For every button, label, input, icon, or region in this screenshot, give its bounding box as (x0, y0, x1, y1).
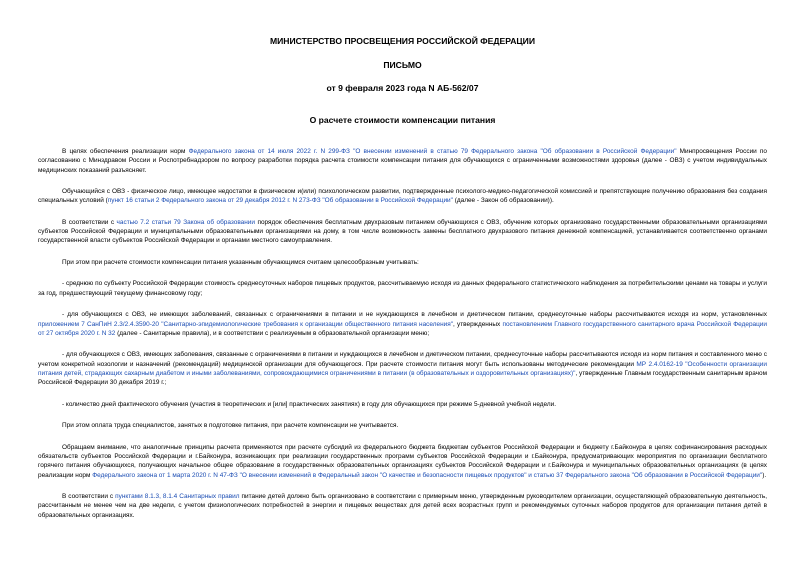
paragraph-text: В соответствии с (62, 493, 116, 500)
paragraph-text: питание детей должно быть организовано в соответствии с примерным меню, утвержденным руководителем организации, осуществляющей образовательную деятельность, рассчитанным не менее чем на две недели, с учетом физиологических потребностей в энергии и пищевых веществах для детей всех возрастных групп и рекомендуемых суточных наборов продуктов для организации питания детей в образовательных организациях. (38, 493, 767, 519)
paragraph-text: - для обучающихся с ОВЗ, имеющих заболевания, связанные с ограничениями в питании и нуждающихся в лечебном и диетическом питании, среднесуточные наборы рассчитываются исходя из норм питания и составленного меню с учетом конкретной нозологии и назначений (рекомендаций) медицинской организации для обучающегося. При расчете стоимости питания могут быть использованы методические рекомендации (38, 351, 767, 368)
link-federal-law-47[interactable]: Федерального закона от 1 марта 2020 г. N 47-ФЗ "О внесении изменений в Федеральный закон "О качестве и безопасности пищевых продуктов" и статью 37 Федерального закона "Об образовании в Российской Федерации" (92, 471, 763, 479)
paragraph-4: При этом при расчете стоимости компенсации питания указанным обучающимся считаем целесообразным учитывать: (62, 258, 419, 266)
document-date-number: от 9 февраля 2023 года N АБ-562/07 (326, 83, 479, 93)
paragraph-text: В соответствии с (62, 218, 117, 226)
paragraph-7 (38, 350, 767, 387)
paragraph-text: ). (762, 471, 767, 479)
link-law-273-article-2[interactable]: пункт 16 статьи 2 Федерального закона от 29 декабря 2012 г. N 273-ФЗ "Об образовании в Российской Федерации" (107, 197, 453, 205)
paragraph-text: - для обучающихся с ОВЗ, не имеющих заболеваний, связанных с ограничениями в питании и не нуждающихся в лечебном и диетическом питании, среднесуточные наборы рассчитываются исходя из норм, установленных (62, 311, 767, 319)
paragraph-text: Минпросвещения России по согласованию с Минздравом России и Роспотребнадзором по вопросу разработки порядка расчета стоимости компенсации питания для обучающихся с ограниченными возможностями здоровья (далее - ОВЗ) с учетом индивидуальных медицинских показаний разъясняет. (38, 148, 767, 174)
link-sanitary-rules-8-1-3[interactable]: пунктами 8.1.3, 8.1.4 Санитарных правил (115, 493, 240, 500)
paragraph-11 (38, 492, 767, 520)
paragraph-text: В целях обеспечения реализации норм (62, 148, 189, 155)
paragraph-text: Обучающийся с ОВЗ - физическое лицо, имеющее недостатки в физическом и(или) психологическом развитии, подтвержденные психолого-медико-педагогической комиссией и препятствующие получению образования без создания специальных условий ( (38, 188, 767, 205)
paragraph-text: (далее - Санитарные правила), и в соответствии с реализуемым в образовательной организации меню; (115, 329, 430, 337)
link-sanpin-appendix-7[interactable]: приложением 7 СанПиН 2.3/2.4.3590-20 "Санитарно-эпидемиологические требования к организации общественного питания населения" (38, 320, 454, 328)
paragraph-5: - среднюю по субъекту Российской Федерации стоимость среднесуточных наборов пищевых продуктов, рассчитываемую исходя из данных федерального статистического наблюдения за потребительскими ценами на товары и услуги за год, предшествующий текущему финансовому году; (38, 280, 767, 297)
link-resolution-32[interactable]: постановлением Главного государственного санитарного врача Российской Федерации от 27 октября 2020 г. N 32 (38, 320, 768, 337)
paragraph-2 (38, 187, 767, 206)
ministry-title: МИНИСТЕРСТВО ПРОСВЕЩЕНИЯ РОССИЙСКОЙ ФЕДЕРАЦИИ (269, 36, 536, 46)
paragraph-text: Обращаем внимание, что аналогичные принципы расчета применяются при расчете субсидий из федерального бюджета бюджетам субъектов Российской Федерации и бюджету г.Байконура в целях софинансирования расходных обязательств субъектов Российской Федерации и г.Байконура, возникающих при реализации государственных программ субъектов Российской Федерации и г.Байконура, предусматривающих мероприятия по организации бесплатного горячего питания обучающихся, получающих начальное общее образование в государственных образовательных организациях субъектов Российской Федерации и г.Байконура и муниципальных образовательных организациях (в целях реализации норм (38, 443, 767, 479)
document-type: ПИСЬМО (383, 60, 422, 70)
paragraph-8: - количество дней фактического обучения (участия в теоретических и [или] практических занятиях) в году для обучающихся при режиме 5-дневной учебной недели. (62, 400, 557, 408)
link-article-79-part-7-2[interactable]: частью 7.2 статьи 79 Закона об образовании (116, 218, 255, 226)
paragraph-9: При этом оплата труда специалистов, занятых в подготовке питания, при расчете компенсации не учитывается. (62, 422, 399, 430)
paragraph-6 (38, 310, 767, 338)
paragraph-text: порядок обеспечения бесплатным двухразовым питанием обучающихся с ОВЗ, обучение которых организовано государственными образовательными организациями субъектов Российской Федерации и муниципальными образовательными организациями на дому, в том числе возможность замены бесплатного двухразового питания денежной компенсацией, устанавливается соответственно органами государственной власти субъектов Российской Федерации и органами местного самоуправления. (38, 218, 768, 245)
document-subject: О расчете стоимости компенсации питания (309, 115, 496, 125)
document-body (38, 147, 767, 520)
link-mr-2-4-0162-19[interactable]: МР 2.4.0162-19 "Особенности организации питания детей, страдающих сахарным диабетом и иными заболеваниями, сопровождающимися ограничениями в питании (в образовательных и оздоровительных организациях)" (38, 360, 767, 377)
paragraph-3 (38, 218, 767, 246)
paragraph-1 (38, 147, 767, 175)
link-federal-law-299[interactable]: Федерального закона от 14 июля 2022 г. N 299-ФЗ "О внесении изменений в статью 79 Федерального закона "Об образовании в Российской Федерации" (188, 148, 677, 155)
paragraph-text: (далее - Закон об образовании)). (452, 197, 554, 205)
paragraph-10 (38, 443, 767, 480)
paragraph-text: , утвержденных (453, 320, 503, 328)
paragraph-text: , утвержденные Главным государственным санитарным врачом Российской Федерации 30 декабря 2019 г.; (38, 369, 767, 387)
